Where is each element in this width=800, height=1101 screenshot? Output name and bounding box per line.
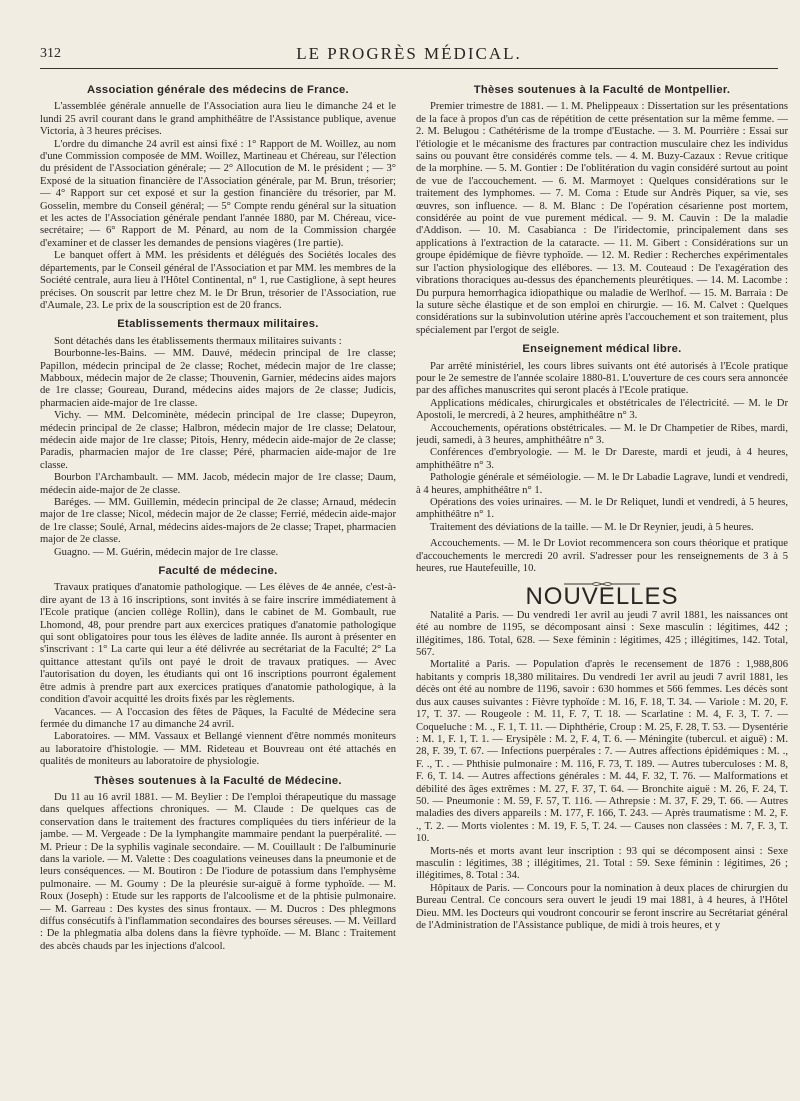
section-title-association: Association générale des médecins de France. <box>87 84 349 96</box>
paragraph: Laboratoires. — MM. Vassaux et Bellangé viennent d'être nommés moniteurs au laboratoire d'histologie. — MM. Rideteau et Bouvreau ont été attachés en qualités de moniteurs au laboratoire de physiologie. <box>40 731 396 768</box>
paragraph: Par arrêté ministériel, les cours libres suivants ont été autorisés à l'Ecole pratique pour le 2e semestre de l'année scolaire 1880-81. L'ouverture de ces cours sera annoncée par des affiches manuscrites qui seront placés à l'Ecole pratique. <box>416 360 788 397</box>
paragraph: L'assemblée générale annuelle de l'Association aura lieu le dimanche 24 et le lundi 25 avril courant dans le grand amphithéâtre de l'Assistance publique, avenue Victoria, à 3 heures précises. <box>40 101 396 138</box>
paragraph: Opérations des voies urinaires. — M. le Dr Reliquet, lundi et vendredi, à 5 heures, amphithéâtre n° 1. <box>416 497 788 521</box>
paragraph: Accouchements, opérations obstétricales. — M. le Dr Champetier de Ribes, mardi, jeudi, samedi, à 3 heures, amphithéâtre n° 3. <box>416 422 788 446</box>
paragraph: Premier trimestre de 1881. — 1. M. Phelippeaux : Dissertation sur les présentations de la face à propos d'un cas de répétition de cette présentation sur la même femme. — 2. M. Belugou : Cathétérisme de la trompe d'Eustache. — 3. M. Pourrière : Essai sur l'étiologie et le mécanisme des fractures par contraction musculaire chez les individus sains ou pouvant être considérés comme tels. — 4. M. Buzy-Cazaux : Revue critique de la morphine. — 5. M. Gontier : De l'oblitération du vagin considéré surtout au point de vue de l'accouchement. — 6. M. Marmoyet : Quelques considérations sur le traitement des lymphomes. — 7. M. Coma : Etude sur Andrès Piquer, sa vie, ses œuvres, son influence. — 8. M. Blanc : De l'opération césarienne post mortem, considérée au point de vue purement médical. — 9. M. Cauvin : De la maladie d'Addison. — 10. M. Casabianca : De l'iridectomie, principalement dans ses applications à l'extraction de la cataracte. — 11. M. Gibert : Considérations sur un groupe épidémique de fièvre typhoïde. — 12. M. Redier : Recherches expérimentales sur l'action physiologique des ellébores. — 13. M. Couteaud : De l'exagération des vibrations thoraciques au-dessus des épanchements pleurétiques. — 14. M. Lacombe : Du purpura hemorrhagica idiopathique ou maladie de Werlhof. — 15. M. Barraia : De la suture sèche élastique et de son emploi en chirurgie. — 16. M. Calvet : Quelques considérations sur la subinvolution utérine après l'accouchement et son traitement, plus spécialement par l'ergot de seigle. <box>416 101 788 336</box>
paragraph: Morts-nés et morts avant leur inscription : 93 qui se décomposent ainsi : Sexe masculin : légitimes, 38 ; illégitimes, 21. Total : 59. Sexe féminin : légitimes, 26 ; illégitimes, 8. Total : 34. <box>416 845 788 882</box>
paragraph: Guagno. — M. Guérin, médecin major de 1re classe. <box>54 546 279 558</box>
section-title-enseignement: Enseignement médical libre. <box>522 343 682 356</box>
right-column <box>416 80 788 1090</box>
paragraph: Natalité a Paris. — Du vendredi 1er avril au jeudi 7 avril 1881, les naissances ont été au nombre de 1195, se décomposant ainsi : Sexe masculin : légitimes, 442 ; illégitimes, 186. Total, 628. — Sexe féminin : légitimes, 425 ; illégitimes, 142. Total, 567. <box>416 609 788 659</box>
section-title-nouvelles: NOUVELLES <box>525 583 679 611</box>
journal-title: LE PROGRÈS MÉDICAL. <box>296 44 522 63</box>
paragraph: Pathologie générale et séméiologie. — M. le Dr Labadie Lagrave, lundi et vendredi, à 4 heures, amphithéâtre n° 1. <box>416 472 788 496</box>
left-column <box>40 80 396 1090</box>
paragraph: L'ordre du dimanche 24 avril est ainsi fixé : 1° Rapport de M. Woillez, au nom d'une Commission composée de MM. Woillez, Martineau et Chéreau, sur l'élection du président de l'Association générale; — 2° Allocution de M. le président ; — 3° Exposé de la situation financière de l'Association générale, par M. Brun, trésorier; — 4° Rapport sur cet exposé et sur la gestion financière du trésorier, par M. Gosselin, membre du Conseil général; — 5° Compte rendu général sur la situation et les actes de l'Association générale pendant l'année 1880, par M. Chéreau, vice-secrétaire; — 6° Rapport de M. Pénard, au nom de la Commission chargée d'examiner et de classer les demandes de pensions viagères (1re partie). <box>40 138 396 249</box>
paragraph: Vichy. — MM. Delcominète, médecin principal de 1re classe; Dupeyron, médecin principal de 2e classe; Halbron, médecin major de 1re classe; Delatour, médecin aide major de 1re classe; Pitois, Henry, médecin aide-major de 2e classe; Paradis, pharmacien major de 1re classe; Péré, pharmacien aide-major de 1re classe. <box>40 410 396 471</box>
paragraph: Bourbonne-les-Bains. — MM. Dauvé, médecin principal de 1re classe; Papillon, médecin principal de 2e classe; Rochet, médecin major de 1re classe; Mabboux, médecin major de 2e classe; Thouvenin, Garnier, médecins aides majors de 1re classe; Goureau, Durand, médecins aides majors de 2e classe; Judicis, pharmacien aide-major de 1re classe. <box>40 348 396 409</box>
page-header <box>40 42 778 68</box>
section-title-theses-montpellier: Thèses soutenues à la Faculté de Montpellier. <box>473 84 731 96</box>
paragraph: Bourbon l'Archambault. — MM. Jacob, médecin major de 1re classe; Daum, médecin aide-major de 2e classe. <box>40 472 396 496</box>
paragraph: Traitement des déviations de la taille. — M. le Dr Reynier, jeudi, à 5 heures. <box>430 521 754 533</box>
paragraph: Sont détachés dans les établissements thermaux militaires suivants : <box>54 335 342 347</box>
section-title-theses-paris: Thèses soutenues à la Faculté de Médecine. <box>94 774 342 787</box>
header-rule <box>40 68 778 69</box>
paragraph: Le banquet offert à MM. les présidents et délégués des Sociétés locales des départements, par le Conseil général de l'Association et par MM. les membres de la Société centrale, aura lieu à l'Hôtel Continental, n° 1, rue Castiglione, à sept heures précises. On souscrit par lettre chez M. le Dr Brun, trésorier de l'Association, rue d'Aumale, 23. Le prix de la souscription est de 20 francs. <box>40 250 396 311</box>
section-title-thermaux: Etablissements thermaux militaires. <box>117 318 319 331</box>
paragraph: Applications médicales, chirurgicales et obstétricales de l'électricité. — M. le Dr Apostoli, le mercredi, à 2 heures, amphithéâtre n° 3. <box>416 397 788 422</box>
paragraph: Travaux pratiques d'anatomie pathologique. — Les élèves de 4e année, c'est-à-dire ayant de 13 à 16 inscriptions, sont invités à se faire inscrire immédiatement à l'Ecole pratique (ancien collège Rollin), dans le cabinet de M. Gombault, rue Lhomond, 48, pour prendre part aux exercices pratiques d'anatomie pathologique qui sont obligatoires pour tous les élèves de ladite année. Ils auront à présenter en s'inscrivant : 1° La carte qui leur a été délivrée au secrétariat de la Faculté; 2° La quittance attestant qu'ils ont payé le droit de travaux pratiques. — Avec l'autorisation du doyen, les étudiants qui ont 16 inscriptions pourront également être admis à prendre part aux exercices pratiques d'anatomie pathologique, à la condition d'avoir acquitté les droits fixés par les règlements. <box>40 582 396 706</box>
paragraph: Baréges. — MM. Guillemin, médecin principal de 2e classe; Arnaud, médecin major de 1re classe; Nicol, médecin major de 2e classe; Ferrié, médecin aide-major de 1re classe; Soulé, Arnal, médecins aides-majors de 2e classe; Trapet, pharmacien major de 2e classe. <box>40 497 396 546</box>
section-title-faculte: Faculté de médecine. <box>158 565 278 578</box>
paragraph: Mortalité a Paris. — Population d'après le recensement de 1876 : 1,988,806 habitants y compris 18,380 militaires. Du vendredi 1er avril au jeudi 7 avril 1881, les décès ont été au nombre de 1196, savoir : 630 hommes et 566 femmes. Les décès sont dus aux causes suivantes : Fièvre typhoïde : M. 16, F. 18, T. 34. — Variole : M. 20, F. 17, T. 37. — Rougeole : M. 11, F. 7, T. 18. — Scarlatine : M. 4, F. 3, T. 7. — Coqueluche : M. ., F. 1, T. 11. — Diphthérie, Croup : M. 25, F. 28, T. 53. — Dysentérie : M. 1, F. 1, T. 1. — Erysipèle : M. 2, F. 4, T. 6. — Méningite (tubercul. et aiguë) : M. 28, F. 39, T. 67. — Infections puerpérales : 7. — Autres affections épidémiques : M. ., F. ., T. . — Phthisie pulmonaire : M. 116, F. 73, T. 189. — Autres tuberculoses : M. 8, F. 6, T. 14. — Autres affections générales : M. 44, F. 32, T. 76. — Malformations et débilité des âges extrêmes : M. 27, F. 37, T. 64. — Bronchite aiguë : M. 26, F. 24, T. 50. — Pneumonie : M. 59, F. 57, T. 116. — Athrepsie : M. 37, F. 29, T. 66. — Autres maladies des divers appareils : M. 177, F. 166, T. 243. — Après traumatisme : M. 2, F. ., T. 2. — Morts violentes : M. 19, F. 5, T. 24. — Causes non classées : M. 7, F. 3, T. 10. <box>416 659 788 845</box>
paragraph: Conférences d'embryologie. — M. le Dr Dareste, mardi et jeudi, à 4 heures, amphithéâtre n° 3. <box>416 447 788 471</box>
paragraph: Vacances. — A l'occasion des fêtes de Pâques, la Faculté de Médecine sera fermée du dimanche 17 au dimanche 24 avril. <box>40 706 396 730</box>
page-number: 312 <box>40 46 61 61</box>
paragraph: Accouchements. — M. le Dr Loviot recommencera son cours théorique et pratique d'accouchements le mercredi 20 avril. S'adresser pour les renseignements de 3 à 5 heures, rue Hautefeuille, 10. <box>416 538 788 575</box>
paragraph: Hôpitaux de Paris. — Concours pour la nomination à deux places de chirurgien du Bureau Central. Ce concours sera ouvert le jeudi 19 mai 1881, à 4 heures, à l'Hôtel Dieu. MM. les Docteurs qui voudront concourir se feront inscrire au Secrétariat général de l'Administration de l'Assistance publique, de midi à trois heures, et y <box>416 882 788 931</box>
paragraph: Du 11 au 16 avril 1881. — M. Beylier : De l'emploi thérapeutique du massage dans quelques affections chroniques. — M. Claude : De quelques cas de conservation dans le traitement des fractures compliquées du tiers inférieur de la jambe. — M. Vergeade : De la lymphangite mammaire pendant la puerpéralité. — M. Prieur : De la syphilis vaginale secondaire. — M. Couillault : De l'albuminurie dans la variole. — M. Valette : Des coagulations veineuses dans la pneumonie et de leurs conséquences. — M. Boutiron : De l'iodure de potassium dans l'emphysème pulmonaire. — M. Goumy : De la pleurésie sur-aiguë à forme typhoïde. — M. Roux (Joseph) : Etude sur les rapports de l'alcoolisme et de la phtisie pulmonaire. — M. Garreau : Des kystes des sinus frontaux. — M. Ducros : Des phlegmons diffus consécutifs à l'inflammation secondaires des bourses séreuses. — M. Veillard : De la phlegmatia alba dolens dans la fièvre typhoïde. — M. Blanc : Traitement des abcès chauds par les injections d'alcool. <box>40 791 396 952</box>
